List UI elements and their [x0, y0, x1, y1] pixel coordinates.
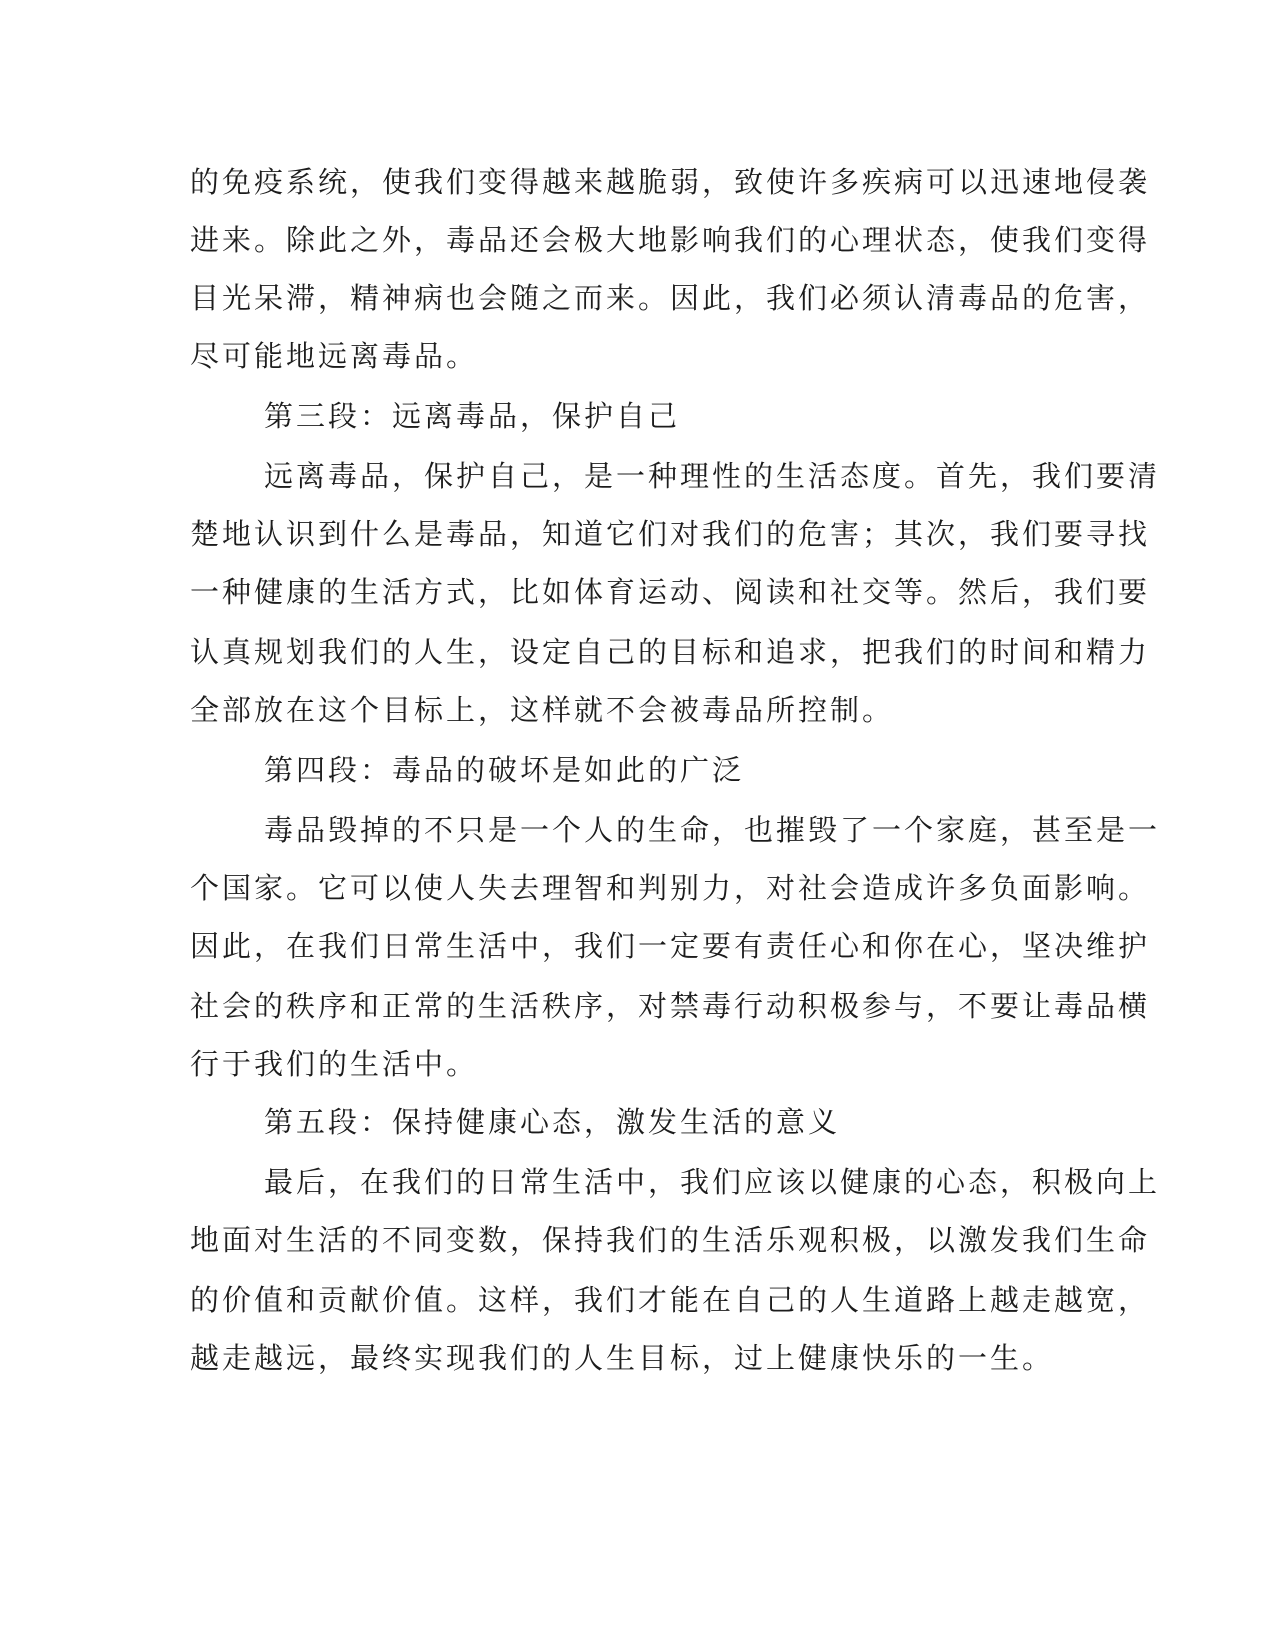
paragraph-line: 最后，在我们的日常生活中，我们应该以健康的心态，积极向上 — [264, 1165, 1161, 1199]
paragraph-line: 楚地认识到什么是毒品，知道它们对我们的危害；其次，我们要寻找 — [190, 517, 1151, 551]
paragraph-line: 全部放在这个目标上，这样就不会被毒品所控制。 — [190, 693, 895, 727]
paragraph-line: 行于我们的生活中。 — [190, 1047, 479, 1081]
section-heading: 第四段：毒品的破坏是如此的广泛 — [264, 753, 745, 787]
paragraph-line: 的免疫系统，使我们变得越来越脆弱，致使许多疾病可以迅速地侵袭 — [190, 165, 1151, 199]
paragraph-line: 的价值和贡献价值。这样，我们才能在自己的人生道路上越走越宽， — [190, 1283, 1151, 1317]
paragraph-line: 一种健康的生活方式，比如体育运动、阅读和社交等。然后，我们要 — [190, 575, 1151, 609]
paragraph-line: 个国家。它可以使人失去理智和判别力，对社会造成许多负面影响。 — [190, 871, 1151, 905]
paragraph-line: 进来。除此之外，毒品还会极大地影响我们的心理状态，使我们变得 — [190, 223, 1151, 257]
paragraph-line: 远离毒品，保护自己，是一种理性的生活态度。首先，我们要清 — [264, 459, 1161, 493]
section-heading: 第三段：远离毒品，保护自己 — [264, 399, 681, 433]
paragraph-line: 尽可能地远离毒品。 — [190, 339, 479, 373]
section-heading: 第五段：保持健康心态，激发生活的意义 — [264, 1105, 841, 1139]
paragraph-line: 目光呆滞，精神病也会随之而来。因此，我们必须认清毒品的危害， — [190, 281, 1151, 315]
paragraph-line: 认真规划我们的人生，设定自己的目标和追求，把我们的时间和精力 — [190, 635, 1151, 669]
paragraph-line: 地面对生活的不同变数，保持我们的生活乐观积极，以激发我们生命 — [190, 1223, 1151, 1257]
paragraph-line: 因此，在我们日常生活中，我们一定要有责任心和你在心，坚决维护 — [190, 929, 1151, 963]
paragraph-line: 毒品毁掉的不只是一个人的生命，也摧毁了一个家庭，甚至是一 — [264, 813, 1161, 847]
paragraph-line: 越走越远，最终实现我们的人生目标，过上健康快乐的一生。 — [190, 1341, 1055, 1375]
paragraph-line: 社会的秩序和正常的生活秩序，对禁毒行动积极参与，不要让毒品横 — [190, 989, 1151, 1023]
